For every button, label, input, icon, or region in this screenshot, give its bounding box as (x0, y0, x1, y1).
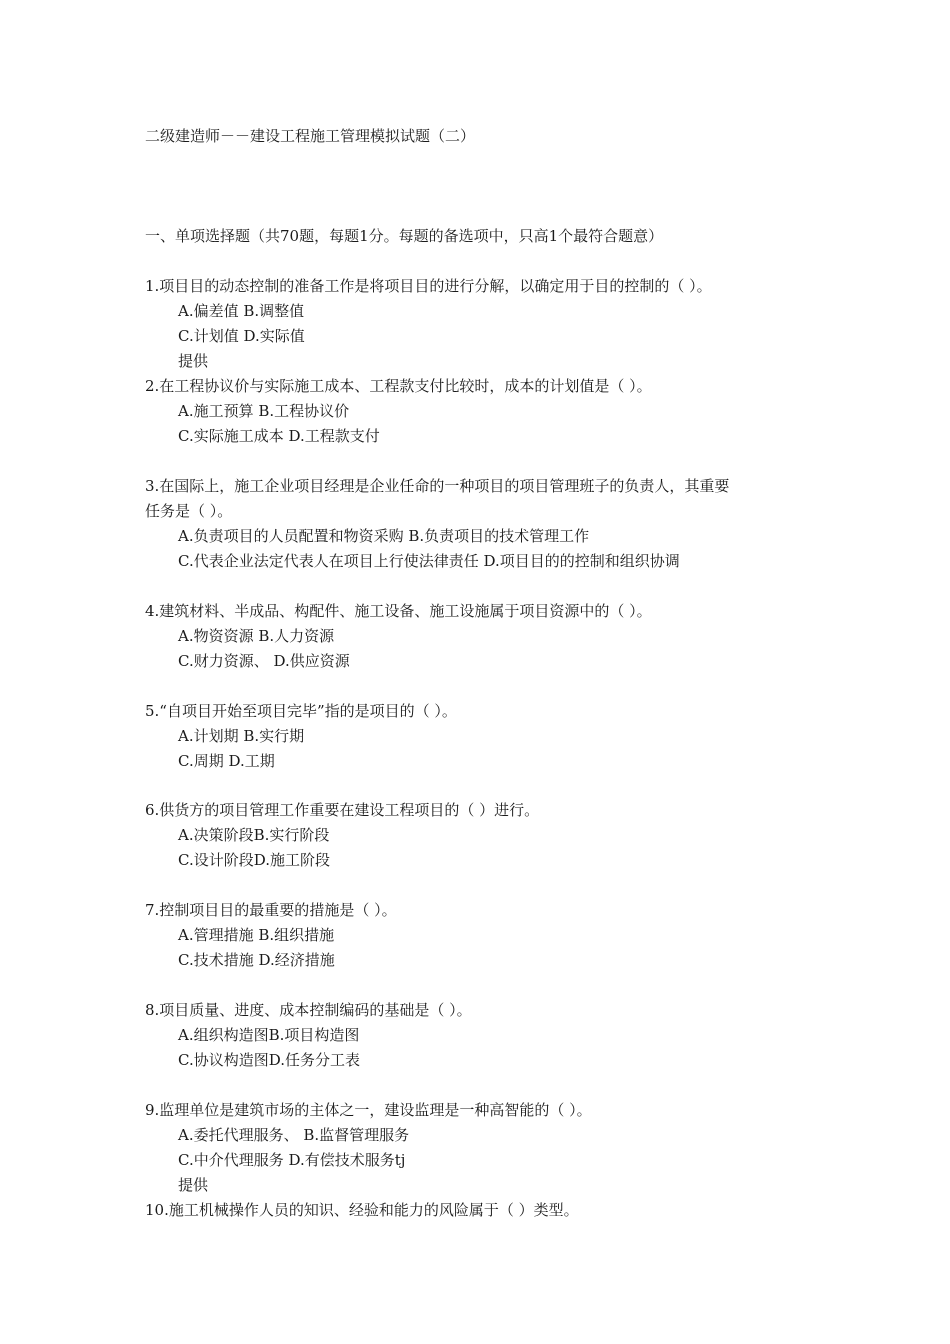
question-5-options-cd: C.周期 D.工期 (178, 752, 275, 770)
section-heading: 一、单项选择题（共70题，每题1分。每题的备选项中，只高1个最符合题意） (145, 227, 664, 245)
question-9-note: 提供 (178, 1176, 209, 1194)
question-1-options-ab: A.偏差值 B.调整值 (178, 302, 305, 320)
question-3-options-ab: A.负责项目的人员配置和物资采购 B.负责项目的技术管理工作 (178, 527, 590, 545)
question-5-options-ab: A.计划期 B.实行期 (178, 727, 305, 745)
question-5-stem: 5.“自项目开始至项目完毕”指的是项目的（ ）。 (145, 702, 457, 720)
question-7-stem: 7.控制项目目的最重要的措施是（ ）。 (145, 901, 397, 919)
question-4-options-cd: C.财力资源、 D.供应资源 (178, 652, 350, 670)
question-9-options-cd: C.中介代理服务 D.有偿技术服务tj (178, 1151, 406, 1169)
question-8-stem: 8.项目质量、进度、成本控制编码的基础是（ ）。 (145, 1001, 472, 1019)
question-1-options-cd: C.计划值 D.实际值 (178, 327, 305, 345)
question-8-options-ab: A.组织构造图B.项目构造图 (178, 1026, 360, 1044)
question-7-options-ab: A.管理措施 B.组织措施 (178, 926, 335, 944)
question-2-options-cd: C.实际施工成本 D.工程款支付 (178, 427, 380, 445)
question-1-stem: 1.项目目的动态控制的准备工作是将项目目的进行分解，以确定用于目的控制的（ ）。 (145, 277, 712, 295)
question-2-options-ab: A.施工预算 B.工程协议价 (178, 402, 350, 420)
question-6-stem: 6.供货方的项目管理工作重要在建设工程项目的（ ）进行。 (145, 801, 540, 819)
question-9-stem: 9.监理单位是建筑市场的主体之一，建设监理是一种高智能的（ ）。 (145, 1101, 592, 1119)
question-9-options-ab: A.委托代理服务、 B.监督管理服务 (178, 1126, 410, 1144)
question-3-stem-line1: 3.在国际上，施工企业项目经理是企业任命的一种项目的项目管理班子的负责人，其重要 (145, 477, 730, 495)
question-3-options-cd: C.代表企业法定代表人在项目上行使法律责任 D.项目目的的控制和组织协调 (178, 552, 680, 570)
question-8-options-cd: C.协议构造图D.任务分工表 (178, 1051, 360, 1069)
question-3-stem-line2: 任务是（ ）。 (145, 502, 233, 520)
question-4-options-ab: A.物资资源 B.人力资源 (178, 627, 335, 645)
document-title: 二级建造师－－建设工程施工管理模拟试题（二） (145, 127, 476, 145)
question-2-stem: 2.在工程协议价与实际施工成本、工程款支付比较时，成本的计划值是（ ）。 (145, 377, 652, 395)
question-6-options-ab: A.决策阶段B.实行阶段 (178, 826, 330, 844)
question-10-stem: 10.施工机械操作人员的知识、经验和能力的风险属于（ ）类型。 (145, 1201, 579, 1219)
question-4-stem: 4.建筑材料、半成品、构配件、施工设备、施工设施属于项目资源中的（ ）。 (145, 602, 652, 620)
question-7-options-cd: C.技术措施 D.经济措施 (178, 951, 335, 969)
question-1-note: 提供 (178, 352, 209, 370)
question-6-options-cd: C.设计阶段D.施工阶段 (178, 851, 330, 869)
